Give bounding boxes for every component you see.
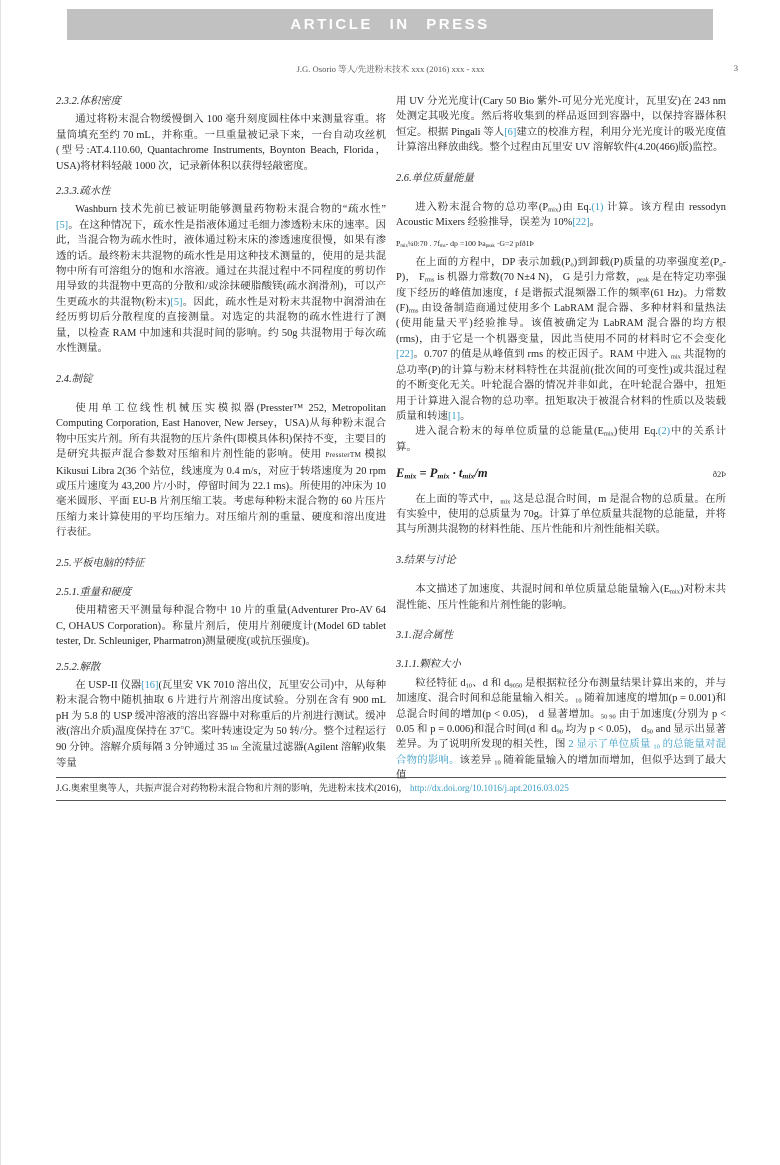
text-segment: o: [570, 261, 574, 269]
reference-link[interactable]: [5]: [170, 296, 183, 308]
heading-2-3-3: [56, 184, 386, 199]
text-segment: )由 Eq.: [558, 202, 592, 214]
text-segment: mix: [404, 471, 417, 481]
text-segment: rms: [408, 307, 419, 315]
text-segment: 随着能量输入的增加而增加，但似乎达到了最大值: [396, 754, 726, 782]
reference-link[interactable]: (2): [658, 426, 671, 438]
text-segment: lm: [230, 743, 239, 752]
equation-1: [396, 238, 726, 250]
reference-link[interactable]: 显示了单位质量: [576, 739, 654, 751]
text-segment: mix: [669, 588, 680, 596]
text-segment: 粒径特征 d: [415, 677, 466, 689]
text-segment: rms: [424, 276, 435, 284]
text-segment: 在上面的方程中，DP 表示加载(P: [415, 256, 571, 268]
reference-link[interactable]: 的总能量对混合物的影响。: [396, 739, 726, 766]
text-segment: 10: [494, 759, 501, 767]
text-segment: 2.5.平板电脑的特征: [56, 557, 145, 569]
text-segment: = P: [416, 466, 438, 481]
text-segment: 共混物的总功率(P)的计算与粉末材料特性在共混前(批次间的可变性)或共混过程的不断变化无关。叶轮混合器的情况并非如此，在叶轮混合器中，扭矩用于计算进入混合物的总功率。扭矩取决于被混合材料的性质以及装载质量和转速: [396, 349, 726, 422]
equation-number: ð2Þ: [712, 469, 726, 480]
text-segment: 。0.707 的值是从峰值到 rms 的校正因子。RAM 中进入: [413, 349, 671, 361]
para-bulk-density: [56, 112, 386, 174]
text-segment: 10: [575, 697, 582, 705]
para-total-power: [396, 200, 726, 231]
right-column: [396, 94, 726, 784]
text-segment: · t: [449, 466, 463, 481]
text-segment: Washburn 技术先前已被证明能够测量药物粉末混合物的“疏水性”: [75, 204, 386, 216]
heading-3: [396, 553, 726, 568]
text-segment: ¼0:70 . 7f: [407, 238, 440, 248]
text-segment: 2.3.2.体积密度: [56, 96, 121, 107]
para-uv-spectro: [396, 94, 726, 156]
text-segment: PressterTM: [325, 451, 362, 460]
text-segment: 随着加速度的增加(p = 0.001)和总混合时间的增加(p < 0.05)， d 显著增加。: [396, 693, 726, 720]
text-segment: mix: [670, 353, 681, 361]
running-head: J.G. Osorio 等人/先进粉末技术 xxx (2016) xxx - xxx: [296, 64, 485, 74]
footer-citation-bar: [56, 777, 726, 801]
reference-link[interactable]: [6]: [504, 126, 517, 138]
text-segment: E: [396, 466, 405, 481]
reference-link[interactable]: [22]: [396, 349, 414, 361]
text-segment: o: [719, 261, 723, 269]
text-segment: 进入混合粉末的每单位质量的总能量(E: [415, 426, 604, 438]
reference-link[interactable]: [16]: [141, 680, 159, 691]
heading-3-1: [396, 628, 726, 643]
text-segment: ms: [439, 243, 446, 249]
para-tableting: [56, 401, 386, 541]
text-segment: is 机器力常数(70 N±4 N)， G 是引力常数，: [434, 272, 637, 284]
text-segment: 在上面的等式中，: [415, 493, 501, 505]
text-segment: )对粉末共混性能、压片性能和片剂性能的影响。: [396, 584, 726, 611]
para-weight-hardness: [56, 603, 386, 649]
text-segment: 9050: [509, 682, 523, 690]
reference-link[interactable]: [5]: [56, 219, 69, 231]
text-segment: 进入粉末混合物的总功率(P: [415, 202, 549, 214]
heading-3-1-1: [396, 657, 726, 672]
para-energy-per-mass: [396, 424, 726, 455]
text-segment: 10: [465, 682, 473, 690]
text-segment: peak: [636, 276, 649, 284]
text-segment: 这是总混合时间，m 是混合物的总质量。在所有实验中，使用的总质量为 70g。计算了单位质量共混物的总能量，并将其与所测共混物的材料性能、压片性能和片剂性能相关联。: [396, 493, 727, 536]
banner-text: ARTICLE IN PRESS: [290, 16, 490, 33]
text-segment: P: [396, 238, 401, 248]
text-segment: 通过将粉末混合物缓慢倒入 100 毫升刻度圆柱体中来测量容重。将量筒填充至约 70 mL，并称重。一旦重量被记录下来，一台自动攻丝机(型号:AT.4.110.60, Quantachrome Instruments, Boynton Beach, Florida，USA)将材料轻敲 1000 次，记录新体积以获得轻敲密度。: [56, 114, 386, 172]
text-segment: 中的关系计算。: [396, 426, 727, 453]
text-segment: /m: [474, 466, 488, 481]
text-segment: 2.5.2.解散: [56, 661, 101, 673]
text-segment: 该差异: [459, 754, 495, 766]
text-segment: 。因此，疏水性是对粉末共混物中润滑油在经历剪切后分散程度的直接测量。对选定的共混物的疏水性进行了测量，以检查 RAM 中加速和共混时间的影响。约 50g 共混物用于每次疏水性测量。: [56, 296, 387, 355]
left-column: [56, 94, 386, 784]
text-segment: 。在这种情况下，疏水性是指液体通过毛细力渗透粉末床的速率。因此，当混合物为疏水性时，液体通过粉末床的渗透速度很慢，如果有渗透的话。最终粉末共混物的疏水性是用这种技术测量的，使用的是共混物中所有可溶组分的饱和水溶液。通过在共混过程中不同程度的剪切作用导致的共混物中更高的分散和/或涂抹硬脂酸镁(疏水润滑剂)，可以产生更疏水的共混物(粉末): [56, 219, 386, 308]
text-segment: mix: [462, 471, 475, 481]
text-segment: 2.5.1.重量和硬度: [56, 586, 132, 598]
text-segment: peak: [485, 243, 495, 249]
text-segment: 计算。该方程由 ressodyn Acoustic Mixers 经验推导，误差为 10%: [396, 202, 726, 229]
reference-link[interactable]: 10: [653, 743, 660, 751]
text-segment: 50: [646, 728, 653, 736]
text-segment: 50 90: [600, 713, 616, 720]
para-mixing-time: [396, 492, 726, 538]
reference-link[interactable]: (1): [591, 202, 604, 214]
article-in-press-banner: [67, 9, 713, 40]
text-segment: mix: [437, 471, 450, 481]
text-segment: - P)， F: [396, 256, 726, 284]
text-segment: 均为 p < 0.05)， d: [562, 724, 647, 735]
text-segment: 。: [589, 217, 601, 229]
text-segment: )使用 Eq.: [613, 426, 658, 438]
text-segment: 建立的校准方程，利用分光光度计的吸光度值计算溶出释放曲线。整个过程由瓦里安 UV 溶解软件(4.20(466)版)监控。: [396, 126, 727, 154]
para-particle-size: [396, 676, 726, 784]
heading-2-5-2: [56, 660, 386, 675]
heading-2-5: [56, 556, 386, 571]
text-segment: mix: [500, 497, 511, 505]
text-segment: 、d 和 d: [472, 677, 510, 689]
doi-link[interactable]: http://dx.doi.org/10.1016/j.apt.2016.03.025: [409, 783, 569, 793]
para-results-intro: [396, 582, 726, 613]
text-segment: 2.3.3.疏水性: [56, 186, 111, 198]
heading-2-3-2: [56, 94, 386, 109]
para-hydrophobicity: [56, 202, 386, 356]
text-segment: 由设备制造商通过使用多个 LabRAM 混合器、多种材料和量热法(使用能量天平)经验推导。该值被确定为 LabRAM 混合器的均方根(rms)，由于它是一个机器变量，因此当使用不同的材料时它不会变化: [396, 303, 726, 345]
text-segment: 2.6.单位质量能量: [396, 172, 474, 184]
text-segment: mix: [548, 206, 559, 214]
page-number: 3: [733, 63, 738, 73]
heading-2-6: [396, 171, 726, 186]
text-segment: ·G=2 pfð1Þ: [494, 238, 534, 248]
text-segment: 3.1.1.颗粒大小: [396, 659, 461, 671]
text-segment: 模拟 Kikusui Libra 2(36 个站位，线速度为 0.4 m/s，对应于转塔速度为 20 rpm 或压片速度为 43,200 片/小时，停留时间为 22.1 ms)。所使用的冲床为 10 毫米圆形、平面 EU-B 片剂压缩工装。考虑每种粉末混合物的 60 片压片压缩力来计算使用的平均压缩力。对压缩片剂的重量、硬度和溶出度进行表征。: [56, 449, 386, 539]
text-segment: 由于加速度(分别为 p < 0.05 和 p = 0.006)和混合时间(d 和 d: [396, 708, 727, 735]
para-equation-terms: [396, 255, 726, 424]
text-segment: mix: [400, 243, 408, 249]
article-body: [56, 94, 726, 784]
text-segment: )到卸载(P)质量的功率强度差(P: [573, 256, 720, 268]
text-segment: 在 USP-II 仪器: [75, 680, 142, 691]
text-segment: 使用精密天平测量每种混合物中 10 片的重量(Adventurer Pro-AV 64 C, OHAUS Corporation)。称量片剂后，使用片剂硬度计(Model 6D tablet tester, Dr. Schleuniger, Pharmatron)测量硬度(或抗压强度)。: [56, 605, 386, 648]
heading-2-5-1: [56, 585, 386, 600]
text-segment: - dp =100 Þ: [445, 238, 483, 248]
text-segment: a: [482, 238, 486, 248]
text-segment: 使用单工位线性机械压实模拟器(Presster™ 252, Metropolitan Computing Corporation, East Hanover, New Jersey，USA)从每种粉末混合物中压实片剂。所有共混物的压片条件(即模具体积)保持不变，主要目的是研究共振声混合参数对压缩和片剂性能的影响。使用: [56, 402, 386, 461]
equation-formula: [396, 466, 488, 481]
text-segment: 90: [556, 728, 563, 736]
reference-link[interactable]: [22]: [572, 217, 590, 229]
text-segment: (瓦里安 VK 7010 溶出仪，瓦里安公司)中，从每种粉末混合物中随机抽取 6 片进行片剂溶出度试验。分别在含有 900 mL pH 为 5.8 的 USP 缓冲溶液的溶出容器中对称重后的片剂进行测试。缓冲液(溶出介质)温度保持在 37℃。桨叶转速设定为 50 转/分。整个过程运行 90 分钟。溶解介质每隔 3 分钟通过 35: [56, 680, 386, 753]
equation-2: [396, 466, 726, 482]
reference-link[interactable]: [1]: [447, 410, 461, 422]
footer-citation: J.G.奥索里奥等人，共振声混合对药物粉末混合物和片剂的影响，先进粉末技术(2016)，: [56, 783, 410, 793]
text-segment: mix: [603, 430, 614, 438]
text-segment: and 显示出显著差异。为了说明所发现的相关性，图: [396, 724, 726, 751]
text-segment: 是在特定功率强度下经历的峰值加速度，f 是谐振式混频器工作的频率(61 Hz)。力常数(F): [396, 272, 726, 315]
text-segment: 全流量过滤器(Agilent 溶解)收集等量: [56, 741, 386, 770]
para-dissolution: [56, 678, 386, 771]
heading-2-4: [56, 372, 386, 387]
text-segment: 。: [460, 410, 471, 422]
text-segment: 是根据粒径分布测量结果计算出来的，并与加速度、混合时间和总能量输入相关。: [396, 677, 726, 705]
reference-link[interactable]: 2: [568, 739, 574, 751]
text-segment: 2.4.制锭: [56, 373, 93, 385]
text-segment: 本文描述了加速度、共混时间和单位质量总能量输入(E: [415, 584, 670, 596]
text-segment: 3.结果与讨论: [396, 554, 456, 566]
text-segment: 3.1.混合属性: [396, 629, 454, 641]
text-segment: 用 UV 分光光度计(Cary 50 Bio 紫外-可见分光光度计，瓦里安)在 243 nm 处测定其吸光度。然后将收集到的样品返回到容器中，以保持容器体积恒定。根据 Pingali 等人: [396, 96, 726, 138]
